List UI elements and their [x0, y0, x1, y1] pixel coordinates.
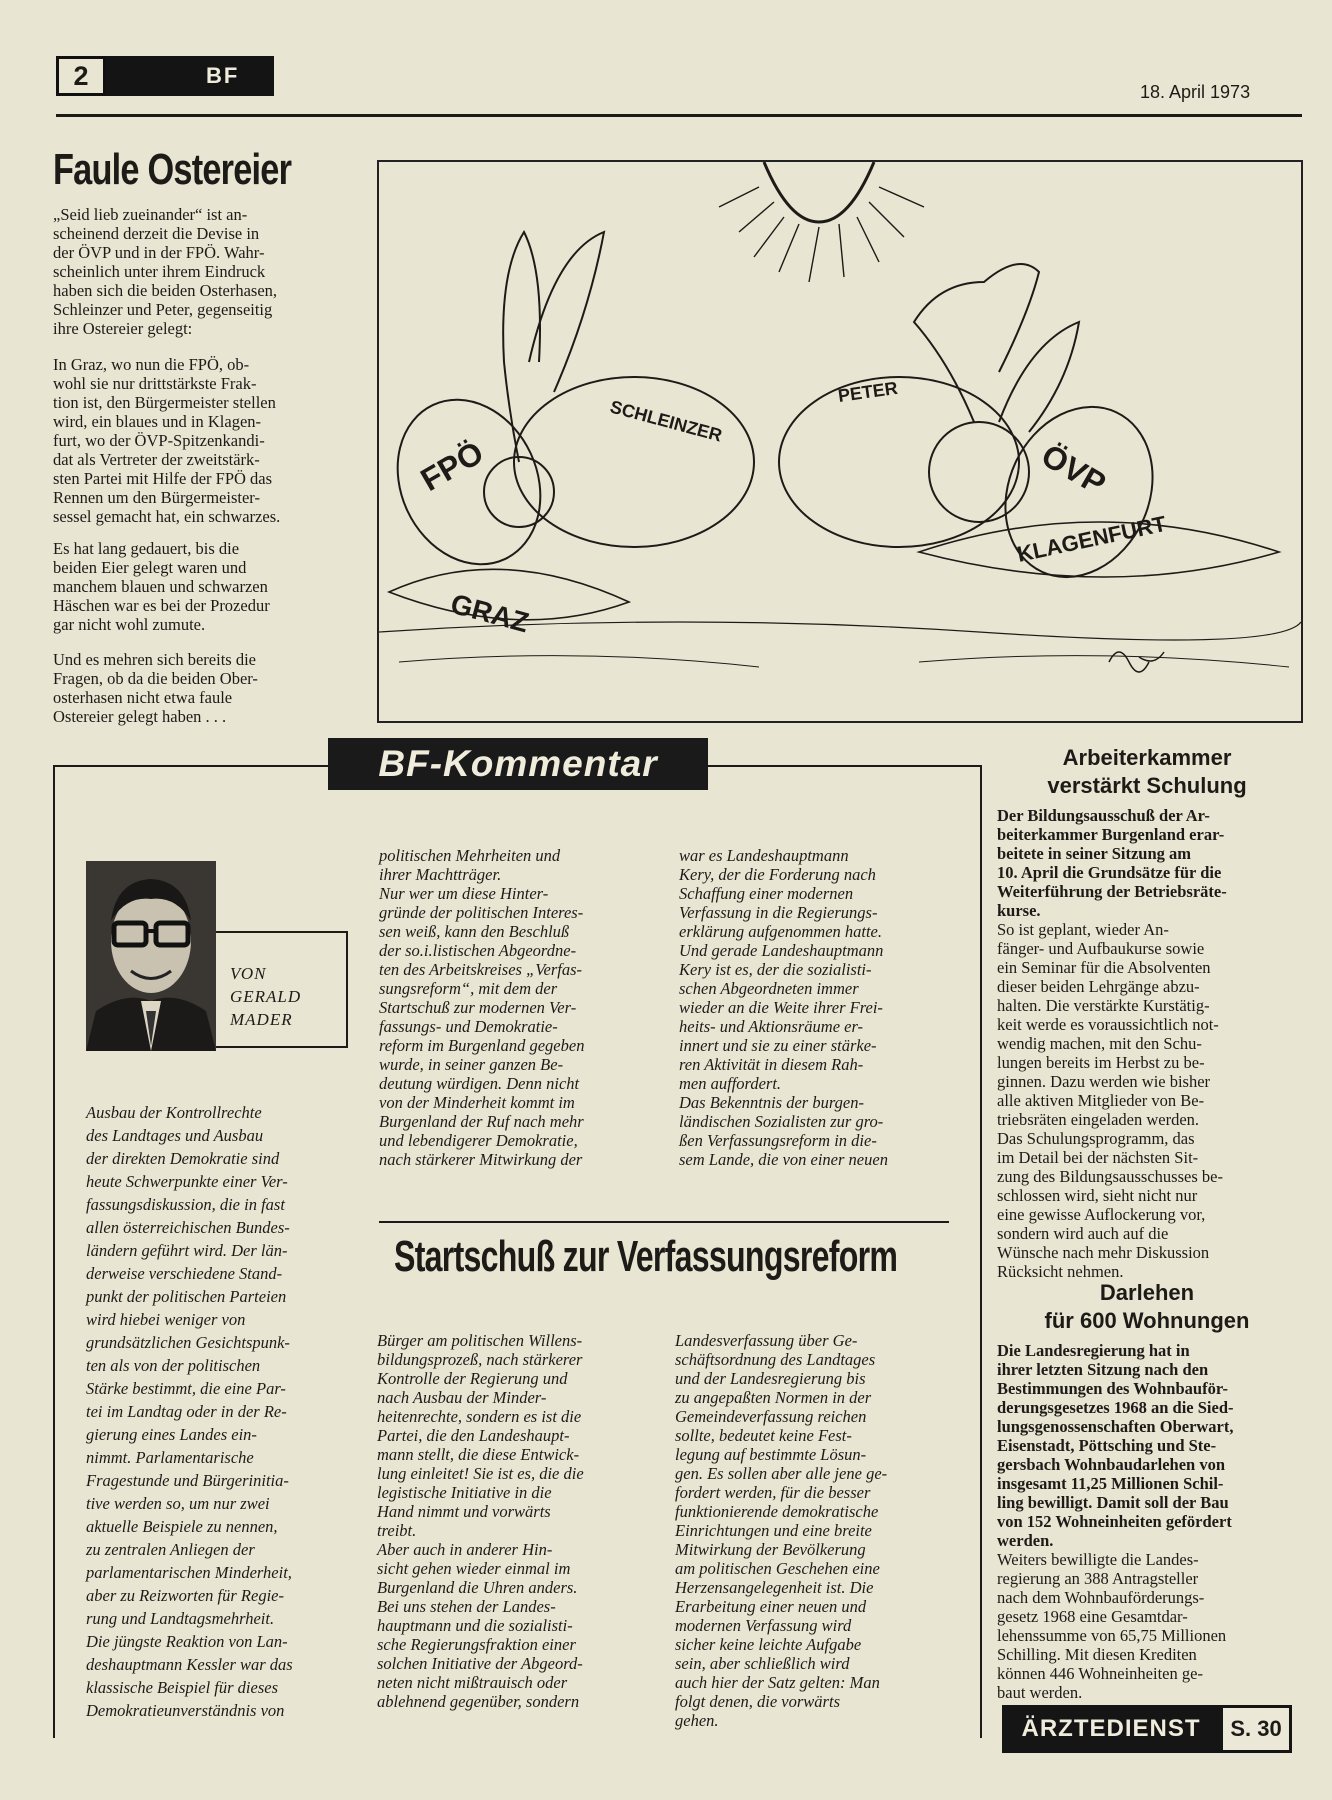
cartoon-label-fpo: FPÖ [414, 433, 490, 499]
author-photo [86, 861, 216, 1051]
footer-label: ÄRZTEDIENST [1002, 1705, 1220, 1753]
section-label: BF [106, 56, 274, 96]
darlehen-headline: Darlehen für 600 Wohnungen [1044, 1280, 1250, 1333]
author-byline: VON GERALD MADER [230, 964, 302, 1029]
cartoon-label-klagenfurt: KLAGENFURT [1014, 510, 1169, 567]
kommentar-column-3: war es Landeshauptmann Kery, der die Forderung nach Schaffung einer modernen Verfassung in die Regierungs- erklärung aufgenommen hatte. Und gerade Landeshauptmann Kery ist es, der die sozialisti- schen Abgeordneten immer wieder an die Weite ihrer Frei- heits- und Aktionsräume er- innert und sie zu einer stärke- ren Aktivität in diesem Rah- men auffordert. Das Bekenntnis der burgen- ländischen Sozialisten zur gro- ßen Verfassungsreform in die- sem Lande, die von einer neuen [679, 846, 888, 1169]
page-badge [56, 56, 274, 96]
cartoon-frame [377, 160, 1303, 723]
faule-headline: Faule Ostereier [53, 145, 292, 194]
startschuss-column-2: Bürger am politischen Willens- bildungsprozeß, nach stärkerer Kontrolle der Regierung und nach Ausbau der Minder- heitenrechte, sondern es ist die Partei, die den Landeshaupt- mann stellt, die diese Entwick- lung einleitet! Sie ist es, die die legistische Initiative in die Hand nimmt und vorwärts treibt. Aber auch in anderer Hin- sicht gehen wieder einmal im Burgenland die Uhren anders. Bei uns stehen der Landes- hauptmann und die sozialisti- sche Regierungsfraktion einer solchen Initiative der Abgeord- neten nicht mißtrauisch oder ablehnend gegenüber, sondern [377, 1331, 584, 1711]
cartoon-label-schleinzer: SCHLEINZER [607, 396, 725, 446]
cartoon-label-graz: GRAZ [447, 587, 533, 639]
footer-page-ref: S. 30 [1220, 1705, 1292, 1753]
cartoon-label-ovp: ÖVP [1035, 436, 1113, 502]
faule-paragraph-2: In Graz, wo nun die FPÖ, ob- wohl sie nur drittstärkste Frak- tion ist, den Bürgermeister stellen wird, ein blaues und in Klagen- furt, wo der ÖVP-Spitzenkandi- dat als Vertreter der zweitstärk- sten Partei mit Hilfe der FPÖ das Rennen um den Bürgermeister- sessel gemacht hat, ein schwarzes. [53, 355, 281, 526]
arbeiterkammer-lead: Der Bildungsausschuß der Ar- beiterkammer Burgenland erar- beitete in seiner Sitzung am 10. April die Grundsätze für die Weiterführung der Betriebsräte- kurse. [997, 806, 1227, 920]
darlehen-lead: Die Landesregierung hat in ihrer letzten Sitzung nach den Bestimmungen des Wohnbauför- derungsgesetzes 1968 an die Sied- lungsgenossenschaften Oberwart, Eisenstadt, Pöttsching und Ste- gersbach Wohnbaudarlehen von insgesamt 11,25 Millionen Schil- ling bewilligt. Damit soll der Bau von 152 Wohneinheiten gefördert werden. [997, 1341, 1234, 1550]
kommentar-column-1: Ausbau der Kontrollrechte des Landtages und Ausbau der direkten Demokratie sind heute Schwerpunkte einer Ver- fassungsdiskussion, die in fast allen österreichischen Bundes- ländern geführt wird. Der län- derweise verschiedene Stand- punkt der politischen Parteien wird hiebei weniger von grundsätzlichen Gesichtspunk- ten als von der politischen Stärke bestimmt, die eine Par- tei im Landtag oder in der Re- gierung eines Landes ein- nimmt. Parlamentarische Fragestunde und Bürgerinitia- tive werden so, um nur zwei aktuelle Beispiele zu nennen, zu zentralen Anliegen der parlamentarischen Minderheit, aber zu Reizworten für Regie- rung und Landtagsmehrheit. Die jüngste Reaktion von Lan- deshauptmann Kessler war das klassische Beispiel für dieses Demokratieunverständnis von [86, 1103, 293, 1720]
arbeiterkammer-headline: Arbeiterkammer verstärkt Schulung [1047, 745, 1247, 798]
easter-rabbits-cartoon [379, 162, 1301, 721]
issue-date: 18. April 1973 [1140, 82, 1251, 102]
startschuss-rule [379, 1221, 949, 1223]
kommentar-column-2: politischen Mehrheiten und ihrer Machtträger. Nur wer um diese Hinter- gründe der politischen Interes- sen weiß, kann den Beschluß der so.i.listischen Abgeordne- ten des Arbeitskreises „Verfas- sungsreform“, mit dem der Startschuß zur modernen Ver- fassungs- und Demokratie- reform im Burgenland gegeben wurde, in seiner ganzen Be- deutung würdigen. Denn nicht von der Minderheit kommt im Burgenland der Ruf nach mehr und lebendigerer Demokratie, nach stärkerer Mitwirkung der [379, 846, 585, 1169]
cartoon-label-peter: PETER [836, 377, 899, 406]
arbeiterkammer-body: So ist geplant, wieder An- fänger- und Aufbaukurse sowie ein Seminar für die Absolventen dieser beiden Lehrgänge abzu- halten. Die verstärkte Kurstätig- keit werde es voraussichtlich not- wendig machen, mit den Schu- lungen bereits im Herbst zu be- ginnen. Dazu werden wie bisher alle aktiven Mitglieder von Be- triebsräten eingeladen werden. Das Schulungsprogramm, das im Detail bei der nächsten Sit- zung des Bildungsausschusses be- schlossen wird, sieht nicht nur eine gewisse Auflockerung vor, sondern wird auch auf die Wünsche nach mehr Diskussion Rücksicht nehmen. [997, 920, 1223, 1281]
header-rule [56, 114, 1302, 117]
kommentar-banner: BF-Kommentar [328, 738, 708, 790]
faule-paragraph-4: Und es mehren sich bereits die Fragen, ob da die beiden Ober- osterhasen nicht etwa faule Ostereier gelegt haben . . . [53, 650, 258, 726]
faule-paragraph-3: Es hat lang gedauert, bis die beiden Eier gelegt waren und manchem blauen und schwarzen Häschen war es bei der Prozedur gar nicht wohl zumute. [53, 539, 270, 634]
faule-paragraph-1: „Seid lieb zueinander“ ist an- scheinend derzeit die Devise in der ÖVP und in der FPÖ. Wahr- scheinlich unter ihrem Eindruck haben sich die beiden Osterhasen, Schleinzer und Peter, gegenseitig ihre Ostereier gelegt: [53, 205, 278, 338]
footer-badge [1002, 1705, 1292, 1753]
page-number: 2 [56, 56, 106, 96]
startschuss-column-3: Landesverfassung über Ge- schäftsordnung des Landtages und der Landesregierung bis zu angepaßten Normen in der Gemeindeverfassung reichen sollte, bedeutet keine Fest- legung auf bestimmte Lösun- gen. Es sollen aber alle jene ge- fordert werden, für die besser funktionierende demokratische Einrichtungen und eine breite Mitwirkung der Bevölkerung am politischen Geschehen eine Herzensangelegenheit ist. Die Erarbeitung einer neuen und modernen Verfassung wird sicher keine leichte Aufgabe sein, aber schließlich wird auch hier der Satz gelten: Man folgt denen, die vorwärts gehen. [675, 1331, 888, 1730]
darlehen-body: Weiters bewilligte die Landes- regierung an 388 Antragsteller nach dem Wohnbauförderungs- gesetz 1968 eine Gesamtdar- lehenssumme von 65,75 Millionen Schilling. Mit diesen Krediten können 446 Wohneinheiten ge- baut werden. [997, 1550, 1227, 1702]
startschuss-headline: Startschuß zur Verfassungsreform [394, 1232, 898, 1281]
